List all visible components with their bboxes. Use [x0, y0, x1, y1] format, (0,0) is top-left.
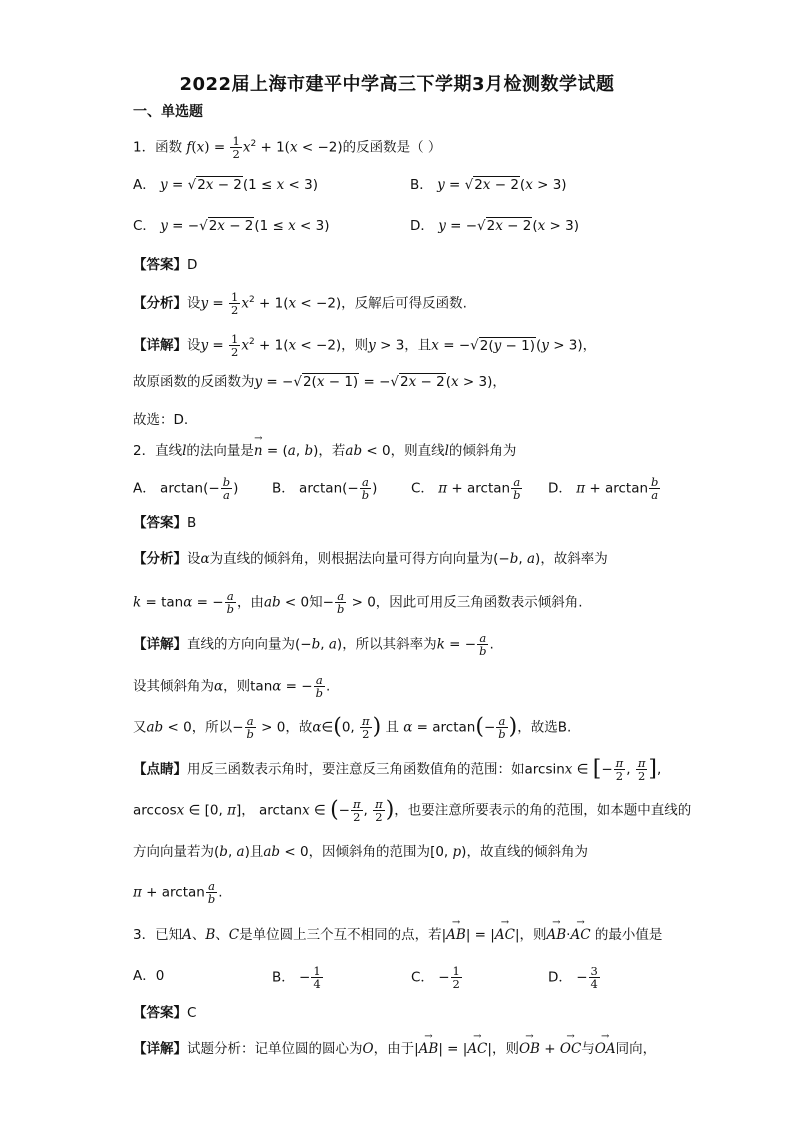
q1-option-d[interactable]: D． y = −√2x − 2(x > 3) [410, 218, 580, 234]
q2-option-c[interactable]: C． π + arctan $\frac{a}{b}$ [411, 475, 521, 502]
q1-answer: 【答案】D [133, 257, 198, 273]
q3-option-c[interactable]: C． − $\frac{1}{2}$ [411, 964, 460, 991]
q2-analysis-line1: 【分析】设α为直线的倾斜角，则根据法向量可得方向向量为(−b, a)，故斜率为 [133, 551, 608, 567]
q1-detail: 【详解】设y = $\frac{1}{2}$ $x^2 + 1(x < -2)$，则y > 3，且x = −√2(y − 1)(y > 3)， [133, 332, 597, 359]
page-title: 2022届上海市建平中学高三下学期3月检测数学试题 [179, 74, 615, 95]
q2-option-a[interactable]: A． arctan(− $\frac{b}{a}$ ) [133, 475, 239, 502]
q2-analysis-line2: k = tanα = − $\frac{a}{b}$ ，由ab < 0知− $\frac{a}{b}$ > 0，因此可用反三角函数表示倾斜角. [133, 589, 583, 616]
q2-remark-line4: π + arctan $\frac{a}{b}$ . [133, 879, 223, 906]
q1-conclusion: 故原函数的反函数为y = −√2(x − 1) = −√2x − 2(x > 3)， [133, 374, 506, 390]
q2-stem: 2．直线l的法向量是→ n = (a, b)，若ab < 0，则直线l的倾斜角为 [133, 440, 516, 462]
q1-option-c[interactable]: C． y = −√2x − 2(1 ≤ x < 3) [133, 218, 330, 234]
section-heading: 一、单选题 [133, 104, 203, 120]
q2-option-d[interactable]: D． π + arctan $\frac{b}{a}$ [548, 475, 659, 502]
q2-remark-line2: arccosx ∈ [0, π]， arctanx ∈ (− $\frac{\pi}{2}$ , $\frac{\pi}{2}$ )，也要注意所要表示的角的范围，如本题中直线的 [133, 797, 692, 824]
q3-stem: 3．已知A、B、C是单位圆上三个互不相同的点，若|→ AB| = |→ AC|，则→ AB·→ AC 的最小值是 [133, 924, 662, 946]
q1-option-b[interactable]: B． y = √2x − 2(x > 3) [410, 177, 567, 193]
q3-option-b[interactable]: B． − $\frac{1}{4}$ [272, 964, 321, 991]
q2-answer: 【答案】B [133, 515, 197, 531]
q1-option-a[interactable]: A． y = √2x − 2(1 ≤ x < 3) [133, 177, 319, 193]
q1-analysis: 【分析】设y = $\frac{1}{2}$ $x^2 + 1(x < -2)$，反解后可得反函数. [133, 290, 467, 317]
q2-remark-line1: 【点睛】用反三函数表示角时，要注意反三角函数值角的范围：如arcsinx ∈ [− $\frac{\pi}{2}$ , $\frac{\pi}{2}$ ], [133, 756, 662, 783]
q2-detail-line3: 又ab < 0，所以− $\frac{a}{b}$ > 0，故α∈(0, $\frac{\pi}{2}$ ) 且 α = arctan(− $\frac{a}{b}$ )，故选B. [133, 714, 572, 741]
q2-detail-line2: 设其倾斜角为α，则tanα = − $\frac{a}{b}$ . [133, 673, 331, 700]
q1-choice: 故选：D. [133, 412, 189, 428]
q3-detail: 【详解】试题分析：记单位圆的圆心为O，由于|→ AB| = |→ AC|，则→ OB + → OC与→ OA同向， [133, 1038, 656, 1060]
q3-option-d[interactable]: D． − $\frac{3}{4}$ [548, 964, 598, 991]
q1-stem: 1．函数 f(x) = $\frac{1}{2}$ $x^2 + 1(x < -2)$的反函数是（ ） [133, 134, 442, 161]
q2-option-b[interactable]: B． arctan(− $\frac{a}{b}$ ) [272, 475, 378, 502]
q2-detail-line1: 【详解】直线的方向向量为(−b, a)，所以其斜率为k = − $\frac{a}{b}$ . [133, 631, 494, 658]
q3-answer: 【答案】C [133, 1005, 197, 1021]
q2-remark-line3: 方向向量若为(b, a)且ab < 0，因倾斜角的范围为[0, p)，故直线的倾斜角为 [133, 844, 588, 860]
q3-option-a[interactable]: A．0 [133, 968, 165, 984]
